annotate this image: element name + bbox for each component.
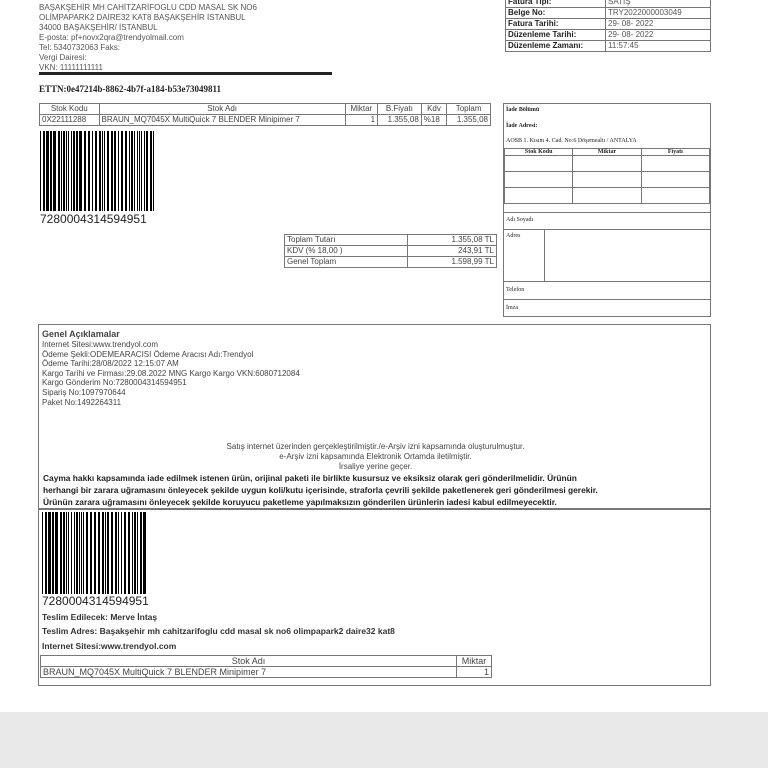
totals-row — [285, 257, 497, 268]
info-value: 11:57:45 — [606, 41, 711, 52]
return-cell — [573, 156, 641, 172]
return-cell — [573, 188, 641, 204]
barcode-bar — [50, 131, 52, 211]
items-cell: 1.355,08 — [378, 115, 422, 126]
notes-line: Internet Sitesi:www.trendyol.com — [42, 340, 159, 349]
invoice-info-table — [505, 0, 711, 52]
info-row — [506, 0, 711, 8]
items-header: Stok Adı — [99, 104, 345, 115]
totals-table — [284, 234, 497, 268]
barcode-bar — [84, 131, 86, 211]
info-label: Fatura Tipi: — [506, 0, 606, 8]
barcode-bar — [121, 131, 123, 211]
barcode-bar — [60, 512, 61, 594]
info-value: 29- 08- 2022 — [606, 19, 711, 30]
barcode-bar — [49, 512, 50, 594]
barcode-bar — [134, 512, 136, 594]
delivery-items-table — [40, 655, 492, 678]
barcode-bar — [128, 512, 130, 594]
return-address: AOSB 1. Kısım 4. Cad. No:6 Döşemealtı / ANTALYA — [506, 138, 637, 144]
barcode-bar — [66, 131, 67, 211]
barcode-bar — [132, 512, 133, 594]
barcode-bar — [118, 512, 119, 594]
barcode-bar — [68, 512, 69, 594]
return-cell — [641, 172, 709, 188]
items-cell: 0X22111288 — [40, 115, 100, 126]
return-cell — [505, 156, 573, 172]
barcode-bar — [86, 512, 88, 594]
return-address-label: İade Adresi: — [506, 123, 538, 129]
info-row — [506, 8, 711, 19]
barcode-bar — [79, 131, 80, 211]
notes-line: Kargo Gönderim No:7280004314594951 — [42, 378, 187, 388]
barcode-bar — [73, 131, 75, 211]
barcode-bar — [107, 512, 109, 594]
barcode-bar — [144, 512, 145, 594]
return-cell — [641, 156, 709, 172]
items-header: Toplam — [447, 104, 491, 115]
return-items-table — [504, 148, 710, 204]
return-name-label: Adı Soyadı — [506, 217, 534, 223]
info-label: Belge No: — [506, 8, 606, 19]
delivery-cell: BRAUN_MQ7045X MultiQuick 7 BLENDER Minipimer 7 — [41, 667, 457, 678]
barcode-bar — [42, 512, 43, 594]
barcode-bar — [140, 512, 141, 594]
return-column-divider — [544, 229, 545, 281]
barcode-bar — [99, 131, 101, 211]
barcode-bar — [43, 131, 44, 211]
barcode-number: 7280004314594951 — [40, 212, 147, 226]
delivery-barcode — [42, 512, 148, 594]
barcode-bar — [71, 512, 72, 594]
seller-address-line1: BAŞAKŞEHİR MH CAHİTZARİFOGLU CDD MASAL SK NO6 — [39, 3, 257, 12]
barcode-bar — [80, 131, 81, 211]
barcode-bar — [153, 131, 154, 211]
return-divider — [504, 299, 710, 300]
return-sign-label: İmza — [506, 305, 518, 311]
delivery-cell: 1 — [457, 667, 492, 678]
barcode-bar — [61, 131, 63, 211]
return-cell — [573, 172, 641, 188]
barcode-bar — [137, 131, 138, 211]
barcode-bar — [95, 131, 97, 211]
totals-row — [285, 235, 497, 246]
barcode-bar — [55, 512, 56, 594]
barcode-bar — [102, 512, 104, 594]
barcode-bar — [76, 512, 78, 594]
info-row — [506, 41, 711, 52]
return-header: Miktar — [573, 149, 641, 156]
barcode-bar — [58, 131, 59, 211]
barcode-bar — [45, 512, 46, 594]
items-header: Stok Kodu — [40, 104, 100, 115]
barcode-bar — [83, 512, 84, 594]
barcode-bar — [94, 512, 95, 594]
totals-value: 243,91 TL — [408, 246, 497, 257]
barcode-bar — [111, 131, 113, 211]
delivery-section — [38, 509, 711, 686]
notes-center-1: Satış internet üzerinden gerçekleştirilmiştir./e-Arşiv izni kapsamında oluşturulmuştur. — [226, 442, 525, 451]
totals-value: 1.355,08 TL — [408, 235, 497, 246]
barcode-bar — [98, 512, 100, 594]
notes-line: Paket No:1492264311 — [42, 397, 122, 407]
return-cell — [505, 188, 573, 204]
totals-label: Genel Toplam — [285, 257, 408, 268]
return-divider — [504, 212, 710, 213]
info-value: SATIŞ — [606, 0, 711, 8]
barcode-bar — [107, 131, 109, 211]
barcode-bar — [47, 131, 48, 211]
seller-info — [39, 3, 339, 73]
barcode-bar — [105, 512, 106, 594]
items-header: Miktar — [345, 104, 377, 115]
notes-section — [38, 324, 711, 509]
items-header: B.Fiyatı — [378, 104, 422, 115]
info-label: Düzenleme Zamanı: — [506, 41, 606, 52]
notes-title: Genel Açıklamalar — [42, 329, 120, 339]
seller-address-line3: 34000 BAŞAKŞEHİR/ İSTANBUL — [39, 23, 158, 32]
info-row — [506, 30, 711, 41]
barcode-bar — [125, 131, 127, 211]
barcode-bar — [139, 131, 140, 211]
notes-line: Ödeme Tarihi:28/08/2022 12:15:07 AM — [42, 359, 179, 369]
barcode-bar — [66, 512, 67, 594]
delivery-address: Teslim Adres: Başakşehir mh cahitzarifoglu cdd masal sk no6 olimpapark2 daire32 kat8 — [42, 626, 395, 636]
barcode-bar — [52, 512, 54, 594]
items-cell: 1 — [345, 115, 377, 126]
barcode-bar — [54, 131, 56, 211]
barcode-bar — [150, 131, 152, 211]
barcode-bar — [79, 512, 80, 594]
items-cell: 1.355,08 — [447, 115, 491, 126]
seller-address-line2: OLİMPAPARK2 DAİRE32 KAT8 BAŞAKŞEHİR İSTANBUL — [39, 13, 246, 22]
barcode-bar — [118, 131, 119, 211]
info-row — [506, 19, 711, 30]
barcode-bar — [81, 512, 82, 594]
barcode-bar — [114, 131, 115, 211]
barcode-bar — [129, 131, 130, 211]
barcode-bar — [144, 131, 145, 211]
info-value: 29- 08- 2022 — [606, 30, 711, 41]
return-addr-label: Adres — [506, 233, 521, 239]
delivery-header: Miktar — [457, 656, 492, 667]
barcode-bar — [71, 131, 72, 211]
ettn: ETTN:0e47214b-8862-4b7f-a184-b53e73049811 — [39, 84, 221, 94]
barcode-bar — [134, 131, 135, 211]
notes-line: Ödeme Şekli:ODEMEARACISI Ödeme Aracısı Adı:Trendyol — [42, 349, 254, 359]
barcode-bar — [40, 131, 41, 211]
barcode-bar — [63, 131, 64, 211]
return-phone-label: Telefon — [506, 287, 525, 293]
barcode-bar — [92, 131, 93, 211]
barcode-bar — [137, 512, 138, 594]
return-cell — [505, 172, 573, 188]
notes-warning-3: Ürünün zarara uğramasını önleyecek şekilde koruyucu paketleme yapılmaksızın gönderilen ürünlerin iadesi kabul edilmeyecektir. — [43, 497, 557, 507]
barcode-bar — [146, 131, 148, 211]
barcode-bar — [63, 512, 65, 594]
barcode-bar — [56, 512, 58, 594]
items-row — [40, 115, 491, 126]
return-section — [503, 103, 711, 317]
notes-center-2: e-Arşiv izni kapsamında Elektronik Ortamda iletilmiştir. — [279, 452, 472, 461]
return-cell — [641, 188, 709, 204]
barcode-bar — [115, 512, 117, 594]
barcode-bar — [131, 131, 133, 211]
barcode-bar — [102, 131, 103, 211]
barcode-bar — [111, 512, 113, 594]
barcode-bar — [76, 131, 77, 211]
items-cell: %18 — [421, 115, 446, 126]
return-header: Stok Kodu — [505, 149, 573, 156]
notes-line: Kargo Tarihi ve Firması:29.08.2022 MNG Kargo Kargo VKN:6080712084 — [42, 368, 300, 378]
barcode-bar — [53, 131, 54, 211]
barcode-bar — [90, 512, 92, 594]
info-value: TRY2022000003049 — [606, 8, 711, 19]
barcode-bar — [88, 131, 90, 211]
barcode-bar — [143, 512, 144, 594]
delivery-header: Stok Adı — [41, 656, 457, 667]
barcode-bar — [74, 512, 75, 594]
items-table — [39, 103, 491, 126]
delivery-barcode-number: 7280004314594951 — [42, 594, 149, 608]
totals-value: 1.598,99 TL — [408, 257, 497, 268]
barcode-bar — [68, 131, 69, 211]
totals-row — [285, 246, 497, 257]
return-header: Fiyatı — [641, 149, 709, 156]
barcode — [40, 131, 156, 211]
totals-label: Toplam Tutarı — [285, 235, 408, 246]
barcode-bar — [48, 512, 49, 594]
seller-tax-office: Vergi Dairesi: — [39, 53, 87, 62]
seller-phone: Tel: 5340732063 Faks: — [39, 43, 120, 52]
notes-warning-1: Cayma hakkı kapsamında iade edilmek istenen ürün, orijinal paketi ile birlikte kusursuz ve eksiksiz olarak geri gönderilmelidir. Ürünün — [43, 473, 577, 483]
barcode-bar — [121, 512, 122, 594]
notes-center-3: İrsaliye yerine geçer. — [338, 462, 413, 471]
notes-lines — [42, 340, 300, 407]
seller-vkn: VKN: 11111111111 — [39, 63, 103, 72]
return-title: İade Bölümü — [506, 107, 540, 113]
items-cell: BRAUN_MQ7045X MultiQuick 7 BLENDER Minipimer 7 — [99, 115, 345, 126]
totals-label: KDV (% 18,00 ) — [285, 246, 408, 257]
return-divider — [504, 229, 710, 230]
barcode-bar — [141, 131, 142, 211]
info-label: Fatura Tarihi: — [506, 19, 606, 30]
seller-email: E-posta: pf+novx2qra@trendyolmail.com — [39, 33, 184, 42]
return-divider — [504, 281, 710, 282]
barcode-bar — [104, 131, 106, 211]
seller-divider — [39, 72, 332, 75]
delivery-recipient: Teslim Edilecek: Merve İntaş — [42, 612, 158, 622]
notes-line: Sipariş No:1097970644 — [42, 387, 126, 397]
barcode-bar — [46, 131, 47, 211]
info-label: Düzenleme Tarihi: — [506, 30, 606, 41]
items-header: Kdv — [421, 104, 446, 115]
notes-warning-2: herhangi bir zarara uğramasını önleyecek şekilde uygun koli/kutu içerisinde, straforla çevrili şekilde paketlenerek geri gönderilmesi gerekir. — [43, 485, 598, 495]
delivery-website: Internet Sitesi:www.trendyol.com — [42, 641, 177, 651]
barcode-bar — [124, 512, 126, 594]
